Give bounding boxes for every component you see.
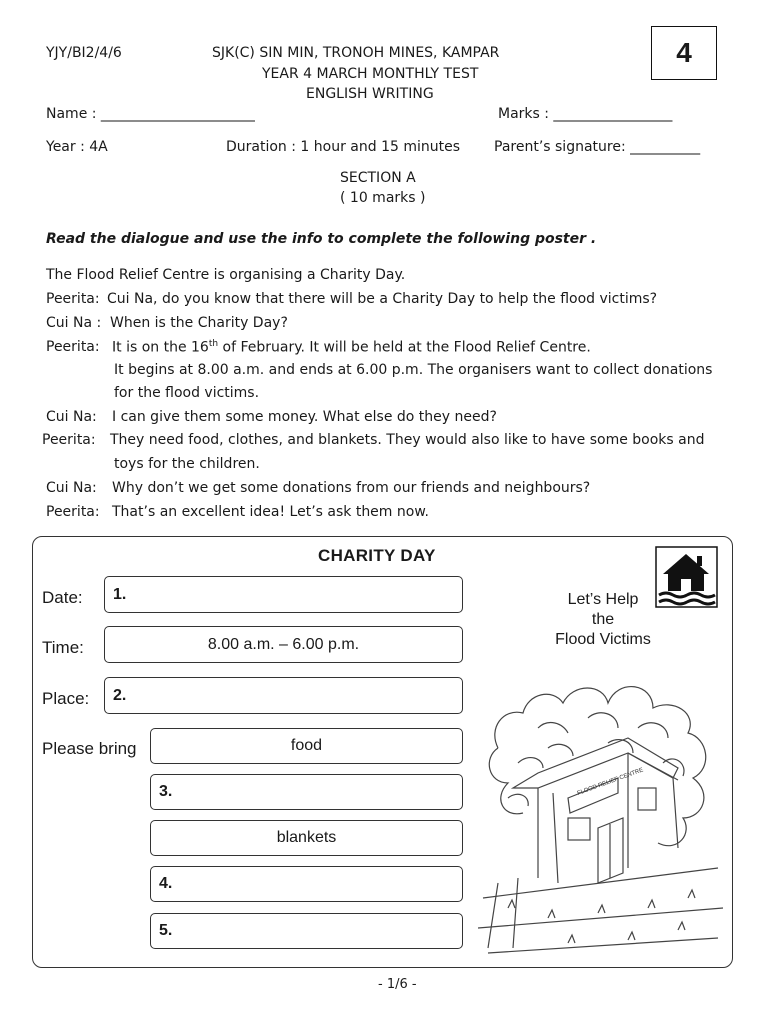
- intro-line: The Flood Relief Centre is organising a Charity Day.: [46, 267, 406, 283]
- section-title: SECTION A: [340, 170, 416, 186]
- dialogue-line: for the flood victims.: [114, 385, 260, 401]
- dialogue-speaker: Cui Na:: [46, 409, 97, 425]
- instruction: Read the dialogue and use the info to complete the following poster .: [46, 231, 597, 247]
- bring-answer-box[interactable]: [150, 774, 463, 810]
- page-footer: - 1/6 -: [378, 977, 417, 992]
- flood-house-icon: [655, 546, 718, 608]
- time-label: Time:: [42, 638, 84, 657]
- place-answer-box[interactable]: [104, 677, 463, 714]
- dialogue-speaker: Peerita:: [46, 291, 100, 307]
- bring-answer-box[interactable]: [150, 913, 463, 949]
- poster-slogan: [540, 590, 666, 650]
- dialogue-line: It begins at 8.00 a.m. and ends at 6.00 p.m. The organisers want to collect donations: [114, 362, 713, 378]
- ordinal-suffix: th: [208, 339, 219, 349]
- line-part: It is on the 16: [112, 339, 209, 356]
- answer-number: 4.: [159, 875, 173, 892]
- answer-number: 2.: [113, 686, 127, 704]
- subject-title: ENGLISH WRITING: [306, 86, 434, 102]
- line-part: of February. It will be held at the Flood Relief Centre.: [218, 339, 591, 356]
- year-field: Year : 4A: [46, 139, 108, 155]
- answer-number: 3.: [159, 783, 173, 800]
- answer-number: 1.: [113, 585, 127, 603]
- school-name: SJK(C) SIN MIN, TRONOH MINES, KAMPAR: [212, 45, 500, 61]
- dialogue-line: They need food, clothes, and blankets. They would also like to have some books and: [110, 432, 705, 448]
- slogan-line: the: [591, 611, 615, 628]
- dialogue-speaker: Cui Na:: [46, 480, 97, 496]
- section-marks: ( 10 marks ): [340, 190, 426, 206]
- time-value: 8.00 a.m. – 6.00 p.m.: [207, 635, 360, 653]
- marks-field: Marks : _________________: [498, 106, 673, 122]
- time-box: [104, 626, 463, 663]
- dialogue-line: When is the Charity Day?: [110, 315, 288, 331]
- dialogue-speaker: Peerita:: [46, 504, 100, 520]
- bring-item: food: [290, 737, 323, 754]
- paper-code: YJY/BI2/4/6: [46, 45, 122, 61]
- page-number-box: 4: [651, 26, 717, 80]
- bring-label: Please bring: [42, 739, 137, 758]
- slogan-line: Flood Victims: [555, 631, 651, 648]
- date-answer-box[interactable]: [104, 576, 463, 613]
- flood-relief-centre-illustration: [478, 668, 728, 958]
- answer-number: 5.: [159, 922, 173, 939]
- signature-field: Parent’s signature: __________: [494, 139, 701, 155]
- poster-title: CHARITY DAY: [318, 546, 436, 565]
- slogan-line: Let’s Help: [567, 591, 639, 608]
- dialogue-line: toys for the children.: [114, 456, 260, 472]
- building-sign: FLOOD RELIEF CENTRE: [576, 767, 645, 797]
- bring-item: blankets: [276, 829, 337, 846]
- duration-field: Duration : 1 hour and 15 minutes: [226, 139, 461, 155]
- bring-item-box: [150, 728, 463, 764]
- dialogue-line: Why don’t we get some donations from our friends and neighbours?: [112, 480, 591, 496]
- bring-answer-box[interactable]: [150, 866, 463, 902]
- dialogue-speaker: Peerita:: [42, 432, 96, 448]
- test-title: YEAR 4 MARCH MONTHLY TEST: [262, 66, 479, 82]
- dialogue-speaker: Cui Na :: [46, 315, 102, 331]
- dialogue-line: Cui Na, do you know that there will be a Charity Day to help the flood victims?: [107, 291, 658, 307]
- place-label: Place:: [42, 689, 90, 708]
- dialogue-line: [112, 339, 591, 356]
- name-field: Name : ______________________: [46, 106, 255, 122]
- dialogue-line: I can give them some money. What else do they need?: [112, 409, 497, 425]
- date-label: Date:: [42, 588, 83, 607]
- bring-item-box: [150, 820, 463, 856]
- dialogue-speaker: Peerita:: [46, 339, 100, 355]
- dialogue-line: That’s an excellent idea! Let’s ask them now.: [112, 504, 429, 520]
